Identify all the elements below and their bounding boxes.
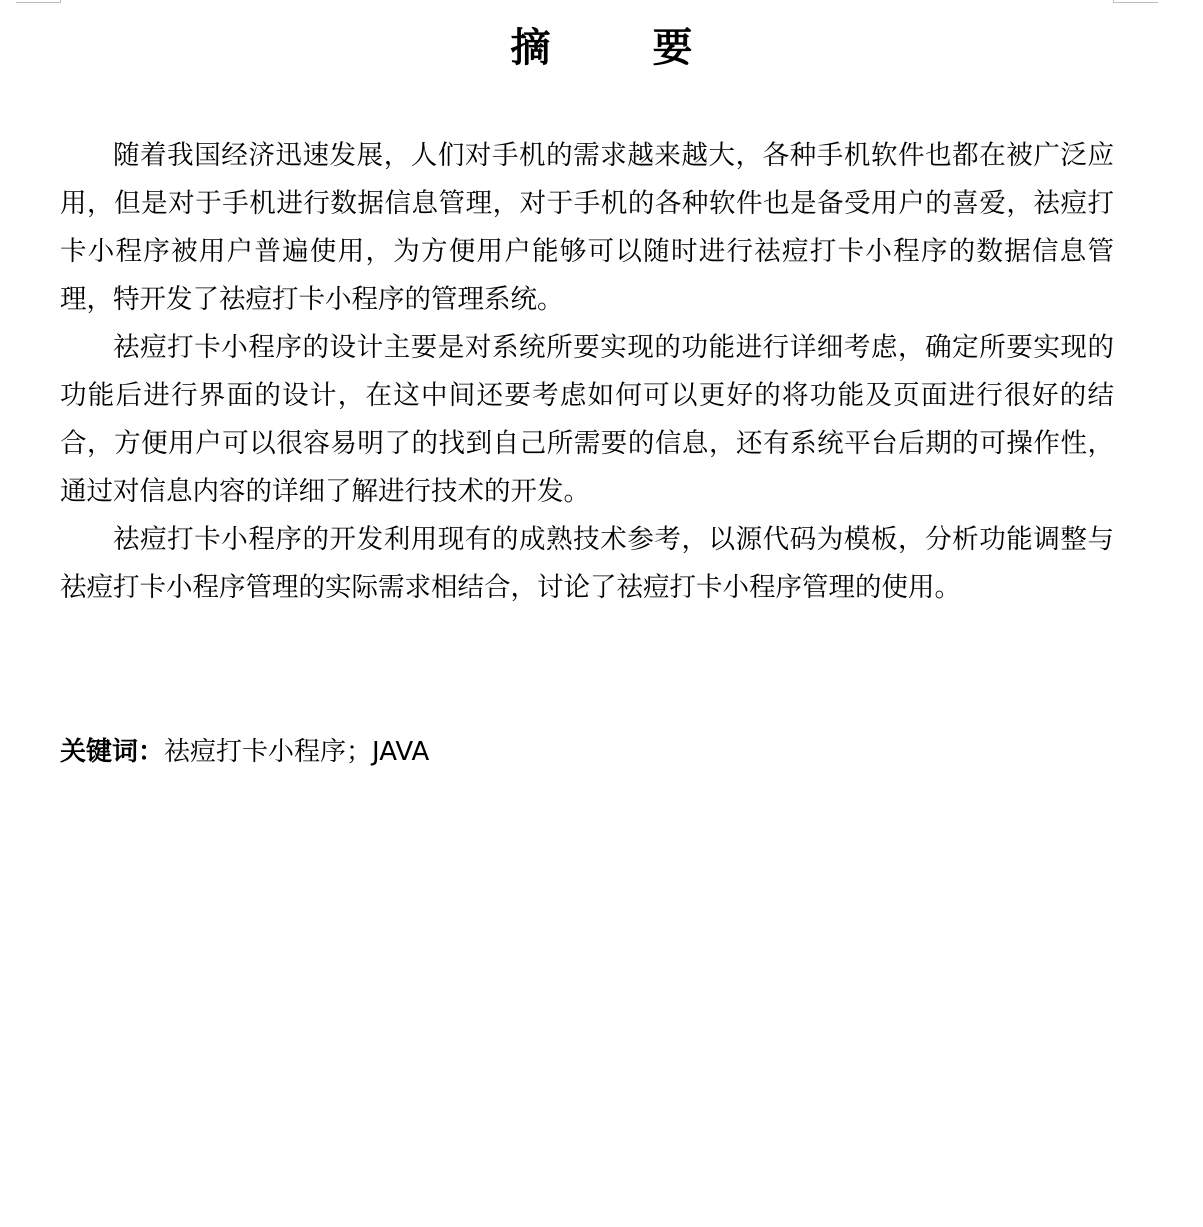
- crop-mark-left: [16, 0, 61, 3]
- abstract-paragraph-2: 祛痘打卡小程序的设计主要是对系统所要实现的功能进行详细考虑，确定所要实现的功能后进行界面的设计，在这中间还要考虑如何可以更好的将功能及页面进行很好的结合，方便用户可以很容易明了的找到自己所需要的信息，还有系统平台后期的可操作性，通过对信息内容的详细了解进行技术的开发。: [60, 332, 1114, 507]
- abstract-body: [60, 132, 1114, 612]
- abstract-paragraph-3: 祛痘打卡小程序的开发利用现有的成熟技术参考，以源代码为模板，分析功能调整与祛痘打卡小程序管理的实际需求相结合，讨论了祛痘打卡小程序管理的使用。: [60, 524, 1114, 603]
- crop-mark-right: [1113, 0, 1158, 3]
- keywords-line: [60, 728, 429, 776]
- page-title: 摘 要: [510, 25, 737, 71]
- keywords-label: 关键词：: [60, 737, 165, 767]
- abstract-paragraph-1: 随着我国经济迅速发展，人们对手机的需求越来越大，各种手机软件也都在被广泛应用，但是对于手机进行数据信息管理，对于手机的各种软件也是备受用户的喜爱，祛痘打卡小程序被用户普遍使用，为方便用户能够可以随时进行祛痘打卡小程序的数据信息管理，特开发了祛痘打卡小程序的管理系统。: [60, 140, 1114, 315]
- keywords-value: 祛痘打卡小程序；JAVA: [164, 737, 430, 767]
